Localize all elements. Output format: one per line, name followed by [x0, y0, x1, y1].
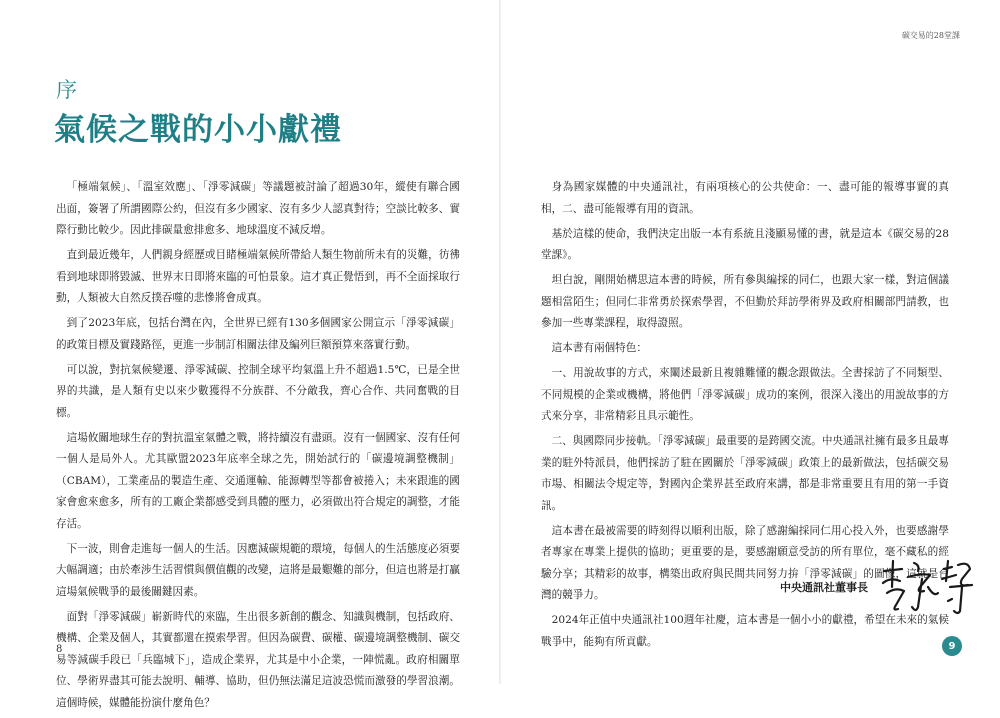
paragraph: 面對「淨零減碳」嶄新時代的來臨，生出很多新創的觀念、知識與機制，包括政府、機構、企業及個人，其實都還在摸索學習。但因為碳費、碳權、碳邊境調整機制、碳交易等減碳手段已「兵臨城下」，造成企業界，尤其是中小企業，一陣慌亂。政府相關單位、學術界盡其可能去說明、輔導、協助，但仍無法滿足這波恐慌而激發的學習浪潮。這個時候，媒體能扮演什麼角色？ [56, 610, 460, 709]
paragraph: 二、與國際同步接軌。「淨零減碳」最重要的是跨國交流。中央通訊社擁有最多且最專業的駐外特派員，他們採訪了駐在國關於「淨零減碳」政策上的最新做法，包括碳交易市場、相關法令規定等，對國內企業界甚至政府來講，都是非常重要且有用的第一手資訊。 [541, 435, 949, 512]
page-number-right: 9 [942, 636, 962, 656]
book-spine [499, 0, 501, 684]
running-head: 碳交易的28堂課 [901, 31, 960, 40]
paragraph: 這場攸關地球生存的對抗溫室氣體之戰，將持續沒有盡頭。沒有一個國家、沒有任何一個人是局外人。尤其歐盟2023年底率全球之先，開始試行的「碳邊境調整機制」（CBAM），工業產品的製造生產、交通運輸、能源轉型等都會被捲入；未來跟進的國家會愈來愈多，所有的工廠企業都感受到具體的壓力，必須做出符合規定的調整，才能存活。 [56, 431, 460, 530]
paragraph: 這本書在最被需要的時刻得以順利出版，除了感謝編採同仁用心投入外，也要感謝學者專家在專業上提供的協助；更重要的是，要感謝願意受訪的所有單位，毫不藏私的經驗分享；其精彩的故事，構築出政府與民間共同努力拚「淨零減碳」的圖像，這就是台灣的競爭力。 [541, 524, 949, 601]
page-number-left: 8 [56, 644, 63, 655]
section-label: 序 [56, 78, 77, 102]
paragraph: 身為國家媒體的中央通訊社，有兩項核心的公共使命：一、盡可能的報導事實的真相，二、盡可能報導有用的資訊。 [541, 181, 949, 215]
paragraph: 可以說，對抗氣候變遷、淨零減碳、控制全球平均氣溫上升不超過1.5℃，已是全世界的共識，是人類有史以來少數獲得不分族群、不分敵我，齊心合作、共同奮戰的目標。 [56, 363, 460, 419]
paragraph: 基於這樣的使命，我們決定出版一本有系統且淺顯易懂的書，就是這本《碳交易的28堂課》。 [541, 227, 949, 261]
signature-block [780, 557, 978, 617]
paragraph: 直到最近幾年，人們親身經歷或目睹極端氣候所帶給人類生物前所未有的災難，彷彿看到地球即將毀滅、世界末日即將來臨的可怕景象。這才真正覺悟到，再不全面採取行動，人類被大自然反撲吞噬的悲慘將會成真。 [56, 249, 460, 304]
handwritten-signature [878, 557, 978, 617]
signer-title: 中央通訊社董事長 [780, 581, 868, 594]
paragraph: 一、用說故事的方式，來闡述最新且複雜難懂的觀念跟做法。全書採訪了不同類型、不同規模的企業或機構，將他們「淨零減碳」成功的案例，很深入淺出的用說故事的方式來分享，非常精彩且具示範性。 [541, 367, 949, 422]
left-page-body [56, 177, 460, 718]
paragraph: 下一波，則會走進每一個人的生活。因應減碳規範的環境，每個人的生活態度必須要大幅調適；由於牽涉生活習慣與價值觀的改變，這將是最艱難的部分，但這也將是打贏這場氣候戰爭的最後關鍵因素。 [56, 542, 460, 598]
paragraph: 到了2023年底，包括台灣在內，全世界已經有130多個國家公開宣示「淨零減碳」的政策目標及實踐路徑，更進一步制訂相關法律及編列巨額預算來落實行動。 [56, 317, 460, 351]
paragraph: 「極端氣候」、「溫室效應」、「淨零減碳」等議題被討論了超過30年，縱使有聯合國出面，簽署了所謂國際公約，但沒有多少國家、沒有多少人認真對待；空談比較多、實際行動比較少。因此排碳量愈排愈多、地球溫度不減反增。 [56, 181, 460, 236]
paragraph: 這本書有兩個特色： [551, 342, 647, 354]
paragraph: 2024年正值中央通訊社100週年社慶，這本書是一個小小的獻禮，希望在未來的氣候戰爭中，能夠有所貢獻。 [541, 614, 949, 648]
chapter-title: 氣候之戰的小小獻禮 [54, 112, 342, 148]
paragraph: 坦白說，剛開始構思這本書的時候，所有參與編採的同仁，也跟大家一樣，對這個議題相當陌生；但同仁非常勇於探索學習，不但勤於拜訪學術界及政府相關部門請教，也參加一些專業課程，取得證照。 [541, 274, 949, 329]
